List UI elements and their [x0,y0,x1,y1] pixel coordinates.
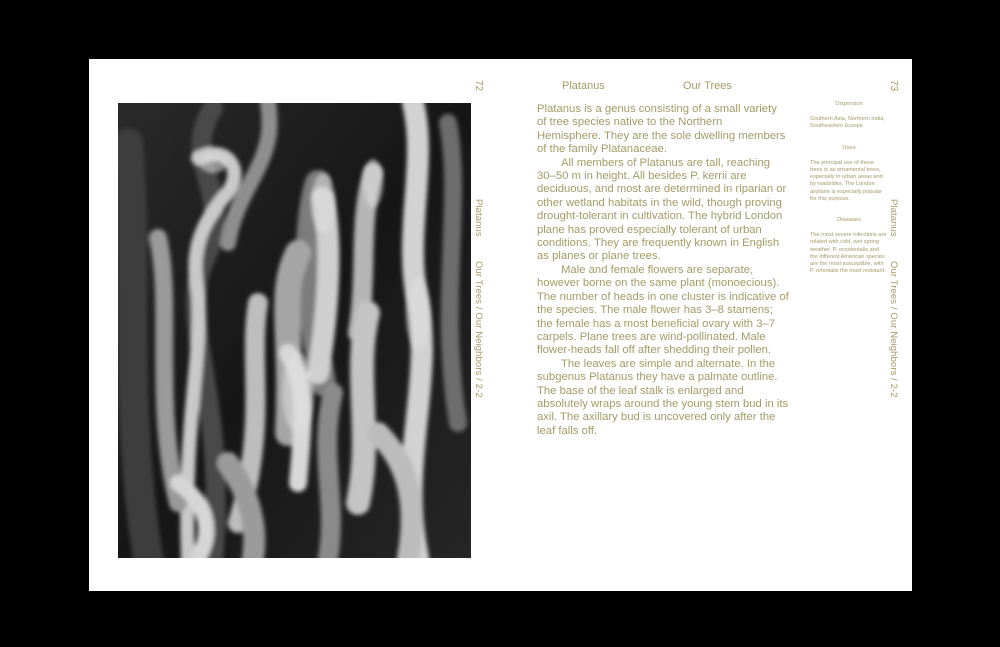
sidebar-heading-diseases: Diseases [837,217,861,224]
left-page-number: 72 [473,80,484,92]
right-page-number: 73 [888,80,899,92]
body-text [537,103,789,438]
body-paragraph: The leaves are simple and alternate. In the subgenus Platanus they have a palmate outline. The base of the leaf stalk is enlarged and absolutely wraps around the young stem bud in its axil. The axillary bud is uncovered only after the leaf falls off. [537,357,789,437]
header-genus: Platanus [562,80,605,92]
right-running-title: Platanus [888,199,899,237]
right-running-section: Our Trees / Our Neighbors / 2-2 [888,261,899,398]
header-book-title: Our Trees [683,80,732,92]
left-running-section: Our Trees / Our Neighbors / 2-2 [473,261,484,398]
book-spread [89,59,912,591]
sidebar-heading-dispersion: Dispersion [835,101,863,107]
body-paragraph: All members of Platanus are tall, reaching 30–50 m in height. All besides P. kerrii are deciduous, and most are determined in riparian or other wetland habitats in the wild, though proving drought-tolerant in cultivation. The hybrid London plane has proved especially tolerant of urban conditions. They are frequently known in English as planes or plane trees. [537,156,787,263]
sidebar-text-uses: The principal use of these trees is as ornamental trees, especially in urban areas and by roadsides. The London airplane is especially popular for this purpose. [810,159,883,202]
sidebar-notes [810,101,888,289]
body-paragraph: Platanus is a genus consisting of a small variety of tree species native to the Northern Hemisphere. They are the sole dwelling members of the family Platanaceae. [537,103,786,156]
sidebar-text-diseases: The most severe infections are related with cold, wet spring weather. P. occidentalis and the different American species are the most susceptible, with P. orientalis the most resistant. [810,232,887,275]
body-paragraph: Male and female flowers are separate, however borne on the same plant (monoecious). The number of heads in one cluster is indicative of the species. The male flower has 3–8 stamens; the female has a most beneficial ovary with 3–7 carpels. Plane trees are wind-pollinated. Male flower-heads fall off after shedding their pollen. [537,263,789,357]
abstract-painting-photo [118,103,471,558]
sidebar-heading-uses: Uses [842,144,856,151]
sidebar-text-dispersion: Southern Asia, Northern India, Southeastern Europe [810,116,885,130]
left-running-title: Platanus [473,199,484,237]
painting-strokes [118,103,471,558]
